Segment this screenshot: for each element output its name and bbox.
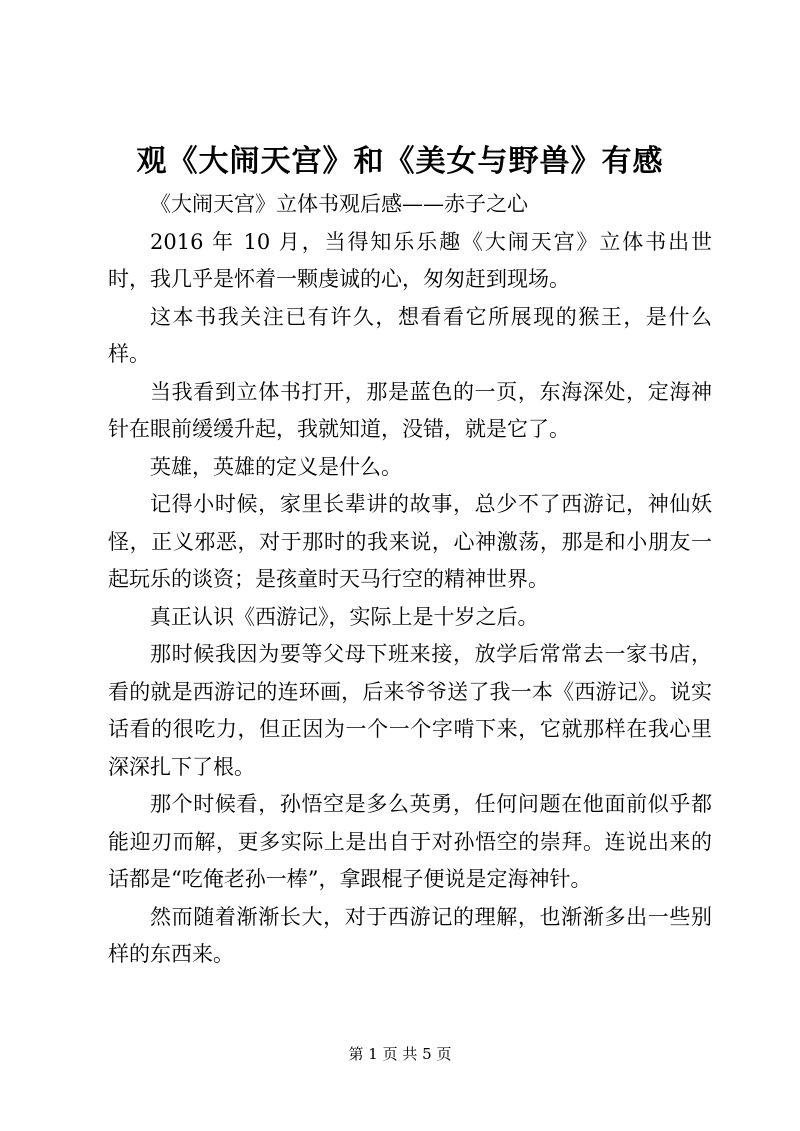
paragraph: 那时候我因为要等父母下班来接，放学后常常去一家书店，看的就是西游记的连环画，后来爷爷送了我一本《西游记》。说实话看的很吃力，但正因为一个一个字啃下来，它就那样在我心里深深扎下了根。 bbox=[108, 642, 712, 779]
paragraph: 《大闹天宫》立体书观后感——赤子之心 bbox=[150, 192, 528, 216]
paragraph: 真正认识《西游记》，实际上是十岁之后。 bbox=[150, 604, 539, 629]
paragraph: 然而随着渐渐长大，对于西游记的理解，也渐渐多出一些别样的东西来。 bbox=[108, 904, 712, 966]
document-title: 观《大闹天宫》和《美女与野兽》有感 bbox=[136, 144, 664, 179]
paragraph: 这本书我关注已有许久，想看看它所展现的猴王，是什么样。 bbox=[108, 304, 712, 366]
paragraph: 记得小时候，家里长辈讲的故事，总少不了西游记，神仙妖怪，正义邪恶，对于那时的我来说，心神激荡，那是和小朋友一起玩乐的谈资；是孩童时天马行空的精神世界。 bbox=[108, 492, 712, 591]
paragraph: 2016 年 10 月，当得知乐乐趣《大闹天宫》立体书出世时，我几乎是怀着一颗虔诚的心，匆匆赶到现场。 bbox=[108, 229, 712, 291]
page-number-footer: 第 1 页 共 5 页 bbox=[348, 1045, 452, 1063]
paragraph: 那个时候看，孙悟空是多么英勇，任何问题在他面前似乎都能迎刃而解，更多实际上是出自于对孙悟空的崇拜。连说出来的话都是“吃俺老孙一棒”，拿跟棍子便说是定海神针。 bbox=[108, 792, 712, 891]
paragraph: 当我看到立体书打开，那是蓝色的一页，东海深处，定海神针在眼前缓缓升起，我就知道，没错，就是它了。 bbox=[108, 379, 712, 441]
document-body bbox=[108, 186, 712, 974]
paragraph: 英雄，英雄的定义是什么。 bbox=[150, 454, 402, 479]
